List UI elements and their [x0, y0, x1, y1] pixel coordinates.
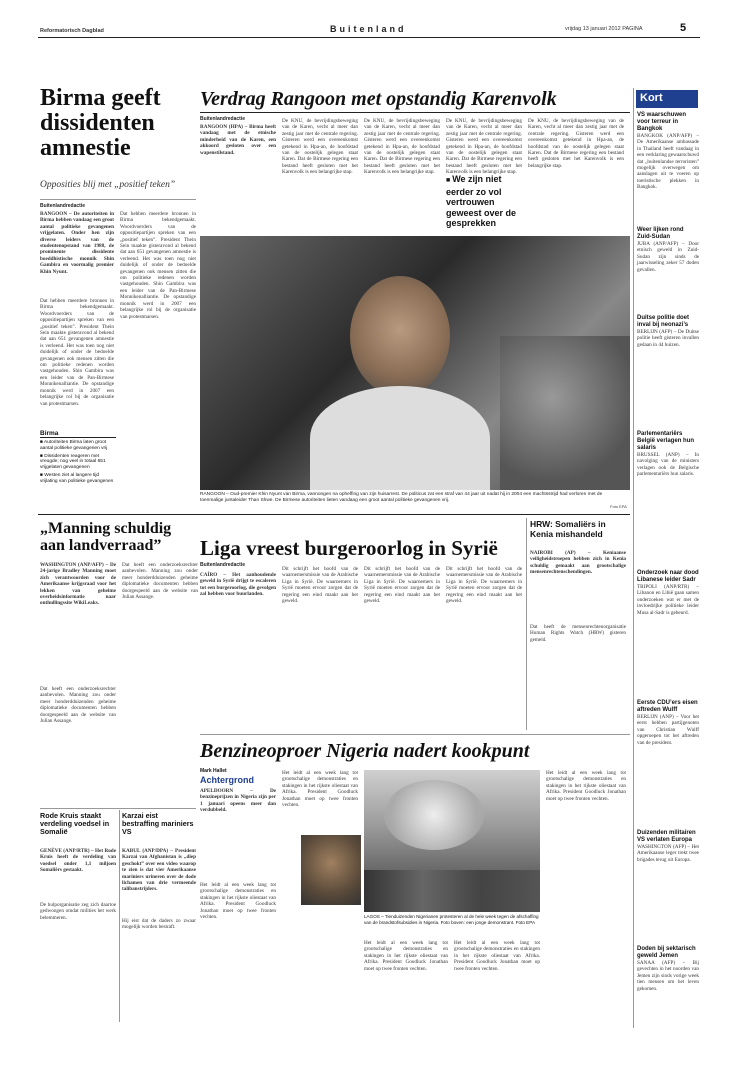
karzai-body: Hij eist dat de daders zo zwaar mogelijk worden bestraft. — [122, 918, 196, 931]
lower-left-rule — [40, 808, 196, 809]
kort-item-title: Duizenden militairen VS verlaten Europa — [637, 830, 696, 843]
kort-item-text: BANGKOK (ANP/AFP) – De Amerikaanse ambassade in Thailand heeft vandaag in een verklaring gewaarschuwd dat „buitenlandse terroristen” mogelijk overwegen om aanslagen uit te voeren op toeristische plekken in Bangkok. — [637, 133, 699, 191]
hrw-headline: HRW: Somaliërs in Kenia mishandeld — [530, 519, 606, 539]
kort-item — [637, 112, 699, 221]
kort-item-text: SANAA (AFP) – Bij gevechten in het noorden van Jemen zijn sinds vorige week tien mensen om het leven gekomen. — [637, 960, 699, 992]
page-number: 5 — [680, 22, 687, 34]
kort-item-text: BRUSSEL (ANP) – In navolging van de ministers verlagen ook de Belgische parlementariërs hun salaris. — [637, 452, 699, 478]
kort-item — [637, 700, 699, 824]
nigeria-body-3: Het leidt al een week lang tot grootschalige demonstraties en stakingen in het rijkste oliestaat van Afrika. President Goodluck Jonathan moet op twee fronten vechten. — [364, 940, 448, 972]
nigeria-body-4: Het leidt al een week lang tot grootschalige demonstraties en stakingen in het rijkste oliestaat van Afrika. President Goodluck Jonathan moet op twee fronten vechten. — [454, 940, 540, 972]
karzai-lead: KABUL (ANP/DPA) – President Karzai van Afghanistan is „diep geschokt” over een video waarop te zien is dat vier Amerikaanse mariniers urineren over de dode lichamen van drie vermeende talibanstrijders. — [122, 848, 196, 893]
kort-item-title: VS waarschuwen voor terreur in Bangkok — [637, 112, 687, 132]
header-rule — [38, 37, 700, 38]
khin-nyunt-photo — [200, 236, 630, 490]
karen-body-4: De KNU, de bevrijdingsbeweging van de Karen, vecht al meer dan zestig jaar met de centrale regering. Gisteren werd een overeenkomst getekend in Hpa-an, de hoofdstad van de oostelijk gelegen staat Karen. Dat de Birmese regering een bestand heeft gesloten met het Karenvolk is een belangrijke stap. — [528, 118, 624, 169]
burma-box-item: ■ Dissidenten reageren met vreugde; nog veel in totaal 651 vrijgelaten gevangenen — [40, 453, 106, 471]
kort-item-text: TRIPOLI (ANP/RTR) – Libanon en Libië gaan samen onderzoeken wat er met de invloedrijke politieke leider Musa al-Sadr is gebeurd. — [637, 584, 699, 616]
burma-body-2: Dat hebben meerdere bronnen in Birma bekendgemaakt. Woordvoerders van de oppositiepartijen spreken van een „positief teken”. President Thein Sein maakte gisteravond al bekend dat aan 651 gevangenen amnestie is verleend. Het was toen nog niet duidelijk of onder de bedoelde gevangenen ook mensen zitten die om politieke redenen worden vastgehouden. Shin Gambira was een leider van de Pan-Birmese Monnikenalliantie. De opstandige monnik werd in 2007 een belangrijke rol bij de organisatie van protestmarsen. — [120, 211, 196, 320]
manning-body-2: Dat heeft een onderzoeksrechter aanbevolen. Manning zou onder meer honderdduizenden geheime diplomatieke documenten hebben doorgespeeld aan de website van Julian Assange. — [122, 562, 198, 601]
photo-crowd-right — [500, 336, 630, 490]
kort-item-text: BERLIJN (AFP) – De Duitse politie heeft gisteren invallen gedaan in 44 huizen. — [637, 329, 699, 348]
redcross-body: De hulporganisatie zeg zich daartoe gedwongen omdat milities het werk belemmeren. — [40, 902, 116, 921]
kort-list — [637, 112, 699, 1050]
kort-item-title: Weer lijken rond Zuid-Sudan — [637, 227, 684, 240]
quote-marker-icon: ■ — [446, 177, 453, 184]
burma-box-item: ■ Westen ziet al langere tijd vrijlating van politieke gevangenen — [40, 472, 114, 484]
kort-item — [637, 315, 699, 425]
nigeria-body-5: Het leidt al een week lang tot grootschalige demonstraties en stakingen in het rijkste oliestaat van Afrika. President Goodluck Jonathan moet op twee fronten vechten. — [546, 770, 626, 802]
nigeria-body-2: Het leidt al een week lang tot grootschalige demonstraties en stakingen in het rijkste oliestaat van Afrika. President Goodluck Jonathan moet op twee fronten vechten. — [282, 770, 358, 809]
burma-headline: Birma geeft dissidenten amnestie — [40, 85, 161, 161]
section-title: Buitenland — [330, 24, 407, 34]
kort-item-title: Parlementariërs België verlagen hun salaris — [637, 431, 695, 451]
syria-headline: Liga vreest burgeroorlog in Syrië — [200, 536, 498, 560]
karen-body-1: De KNU, de bevrijdingsbeweging van de Karen, vecht al meer dan zestig jaar met de centrale regering. Gisteren werd een overeenkomst getekend in Hpa-an, de hoofdstad van de oostelijk gelegen staat Karen. Dat de Birmese regering een bestand heeft gesloten met het Karenvolk is een belangrijke stap. — [282, 118, 358, 176]
karen-lead: RANGOON (HPA) – Birma heeft vandaag met de etnische minderheid van de Karen, een akkoord gesloten over een wapenstilstand. — [200, 124, 276, 156]
burma-box-item: ■ Autoriteiten Birma laten groot aantal politieke gevangenen vrij — [40, 440, 108, 451]
redcross-lead: GENÈVE (ANP/RTR) – Het Rode Kruis heeft de verdeling van voedsel onder 1,1 miljoen Somaliërs gestaakt. — [40, 848, 116, 874]
karzai-divider — [119, 810, 120, 1022]
kort-item-title: Doden bij sektarisch geweld Jemen — [637, 946, 696, 959]
kort-item — [637, 570, 699, 694]
nigeria-photo-inset — [300, 834, 362, 906]
kort-item — [637, 830, 699, 940]
karen-body-2: De KNU, de bevrijdingsbeweging van de Karen, vecht al meer dan zestig jaar met de centrale regering. Gisteren werd een overeenkomst getekend in Hpa-an, de hoofdstad van de oostelijk gelegen staat Karen. Dat de Birmese regering een bestand heeft gesloten met het Karenvolk is een belangrijke stap. — [364, 118, 440, 176]
syria-body-1: Dit schrijft het hoofd van de waarnemersmissie van de Arabische Liga in Syrië. De waarnemers in Syrië moeten ervoor zorgen dat de regering een eind maakt aan het geweld. — [282, 566, 358, 605]
karzai-headline: Karzai eist bestraffing mariniers VS — [122, 811, 194, 836]
karen-rule — [200, 112, 630, 113]
kort-divider — [633, 88, 634, 1028]
karen-headline: Verdrag Rangoon met opstandig Karenvolk — [200, 88, 557, 110]
burma-body: Dat hebben meerdere bronnen in Birma bekendgemaakt. Woordvoerders van de oppositiepartijen spreken van een „positief teken”. President Thein Sein maakte gisteravond al bekend dat aan 651 gevangenen amnestie is verleend. Het was toen nog niet duidelijk of onder de bedoelde gevangenen ook mensen zitten die om politieke redenen worden vastgehouden. Shin Gambira was een leider van de Pan-Birmese Monnikenalliantie. De opstandige monnik werd in 2007 een belangrijke rol bij de organisatie van protestmarsen. — [40, 298, 114, 407]
photo-caption: RANGOON – Oud-premier Khin Nyunt van Birma, vannongen na opheffing van zijn huisarrest. De politicus zat een straf van 44 jaar uit nadat hij in 2004 een machtsstrijd had verloren met de toenmalige juntaleider Than Shwe. De Birmese autoriteiten lieten vandaag een groot aantal politieke gevangenen vrij. — [200, 492, 603, 503]
karen-quote-text: We zijn niet eerder zo vol vertrouwen geweest over de gesprekken — [446, 174, 517, 228]
photo-credit: Foto EPA — [610, 504, 627, 509]
page-label: PAGINA — [622, 26, 643, 32]
hrw-divider — [526, 518, 527, 730]
kort-item-text: WASHINGTON (AFP) – Het Amerikaanse leger trekt twee brigades terug uit Europa. — [637, 844, 699, 863]
nigeria-headline: Benzineoproer Nigeria nadert kookpunt — [200, 740, 530, 762]
photo-subject-face — [350, 276, 450, 396]
hrw-lead: NAIROBI (AP) – Keniaanse veiligheidstroepen hebben zich in Kenia schuldig gemaakt aan grootschalige mensenrechtenschendingen. — [530, 550, 626, 576]
nigeria-rule-top — [200, 734, 630, 735]
middle-rule — [38, 514, 630, 515]
manning-lead: WASHINGTON (ANP/AFP) – De 24-jarige Bradley Manning moet zich verantwoorden voor de Amerikaanse krijgsraad voor het lekken van geheime overheidsinformatie naar onthullingssite WikiLeaks. — [40, 562, 116, 607]
manning-headline: „Manning schuldig aan landverraad” — [40, 520, 172, 554]
photo-subject-shirt — [310, 386, 490, 490]
burma-box-item-text: Dissidenten reageren met vreugde; nog veel in totaal 651 vrijgelaten gevangenen — [40, 453, 106, 471]
burma-rule — [40, 199, 196, 200]
burma-kicker: Buitenlandredactie — [40, 203, 86, 209]
karen-body-3: De KNU, de bevrijdingsbeweging van de Karen, vecht al meer dan zestig jaar met de centrale regering. Gisteren werd een overeenkomst getekend in Hpa-an, de hoofdstad van de oostelijk gelegen staat Karen. Dat de Birmese regering een bestand heeft gesloten met het Karenvolk is een belangrijke stap. — [446, 118, 522, 176]
kort-item — [637, 431, 699, 564]
burma-box — [40, 430, 116, 485]
kort-item-title: Onderzoek naar dood Libanese leider Sadr — [637, 570, 699, 583]
page-date — [565, 26, 643, 32]
date-text: vrijdag 13 januari 2012 — [565, 26, 621, 32]
nigeria-caption: LAGOS – Tienduizenden Nigerianen protesteren al de hele week tegen de afschaffing van de brandstofsubsidies in Nigeria. Foto boven: een jonge demonstrant. Foto EPA — [364, 914, 539, 925]
newspaper-name: Reformatorisch Dagblad — [40, 28, 104, 34]
kort-item-title: Eerste CDU’ers eisen aftreden Wulff — [637, 700, 698, 713]
nigeria-photo-crowd — [364, 870, 540, 912]
burma-lead: RANGOON – De autoriteiten in Birma hebben vandaag een groot aantal politieke gevangenen vrijgelaten. Onder hen zijn diverse leiders van de studentenopstand van 1988, de prominente dissidente boeddhistische monnik Shin Gambira en voormalig premier Khin Nyunt. — [40, 211, 114, 275]
syria-body-3: Dit schrijft het hoofd van de waarnemersmissie van de Arabische Liga in Syrië. De waarnemers in Syrië moeten ervoor zorgen dat de regering een eind maakt aan het geweld. — [446, 566, 522, 605]
karen-kicker: Buitenlandredactie — [200, 116, 246, 122]
burma-box-item-text: Autoriteiten Birma laten groot aantal politieke gevangenen vrij — [40, 440, 108, 451]
kort-item — [637, 946, 699, 1050]
burma-box-item-text: Westen ziet al langere tijd vrijlating van politieke gevangenen — [40, 472, 114, 484]
syria-kicker: Buitenlandredactie — [200, 562, 246, 568]
syria-body-2: Dit schrijft het hoofd van de waarnemersmissie van de Arabische Liga in Syrië. De waarnemers in Syrië moeten ervoor zorgen dat de regering een eind maakt aan het geweld. — [364, 566, 440, 605]
burma-box-title: Birma — [40, 430, 116, 438]
kort-item-title: Duitse politie doet inval bij neonazi’s — [637, 315, 690, 328]
kort-label: Kort — [636, 90, 698, 108]
manning-body-1: Dat heeft een onderzoeksrechter aanbevolen. Manning zou onder meer honderdduizenden geheime diplomatieke documenten hebben doorgespeeld aan de website van Julian Assange. — [40, 686, 116, 725]
kort-item — [637, 227, 699, 309]
nigeria-photo — [364, 770, 540, 912]
burma-subhead: Opposities blij met „positief teken” — [40, 180, 176, 190]
nigeria-body-1: Het leidt al een week lang tot grootschalige demonstraties en stakingen in het rijkste oliestaat van Afrika. President Goodluck Jonathan moet op twee fronten vechten. — [200, 882, 276, 921]
hrw-body: Dat heeft de mensenrechtenorganisatie Human Rights Watch (HRW) gisteren gemeld. — [530, 624, 626, 643]
kort-item-text: BERLIJN (ANP) – Voor het eerst hebben partijgenoten van Christian Wulff opgeroepen tot het aftreden van de president. — [637, 714, 699, 746]
nigeria-lead: APELDOORN – De benzineprijzen in Nigeria zijn per 1 januari opeens meer dan verdubbeld. — [200, 788, 276, 814]
karen-quote — [446, 174, 522, 229]
syria-lead: CAÏRO – Het aanhoudende geweld in Syrië drijgt te escaleren tot een burgeroorlog, die gevolgen zal hebben voor buurlanden. — [200, 572, 276, 598]
redcross-headline: Rode Kruis staakt verdeling voedsel in Somalië — [40, 811, 110, 836]
kort-item-text: JUBA (ANP/AFP) – Door etnisch geweld in Zuid-Sudan zijn sinds de jaarwisseling zeker 57 doden gevallen. — [637, 241, 699, 273]
nigeria-tag: Achtergrond — [200, 775, 254, 785]
nigeria-author: Mark Hallet — [200, 768, 227, 774]
nigeria-photo-smoke — [384, 780, 484, 850]
